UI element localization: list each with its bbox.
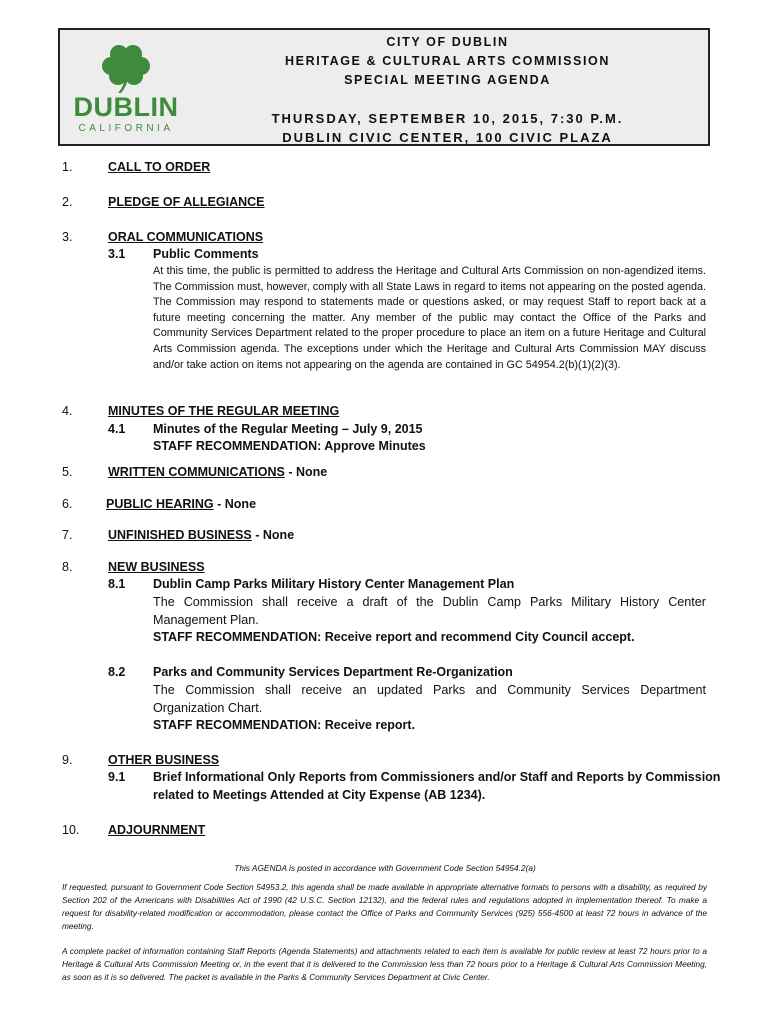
item-suffix: - None [251, 528, 295, 542]
item-new-business [108, 560, 205, 574]
subitem-text: The Commission shall receive an updated Parks and Community Services Department Organization Chart. [153, 683, 706, 715]
item-title: PUBLIC HEARING [106, 497, 214, 511]
item-written-communications [108, 465, 327, 479]
subitem-title: Public Comments [153, 247, 259, 261]
subitem-title-cont: related to Meetings Attended at City Expense (AB 1234). [153, 788, 486, 802]
item-title: NEW BUSINESS [108, 560, 205, 574]
subitem-number: 8.1 [108, 577, 126, 591]
subitem-title: Minutes of the Regular Meeting – July 9, 2015 [153, 422, 423, 436]
item-minutes [108, 404, 339, 418]
subitem-title: Brief Informational Only Reports from Commissioners and/or Staff and Reports by Commission [153, 770, 721, 784]
subitem-number: 8.2 [108, 665, 126, 679]
item-number: 2. [62, 195, 73, 209]
item-title: UNFINISHED BUSINESS [108, 528, 252, 542]
item-oral-communications [108, 230, 263, 244]
posted-notice: This AGENDA is posted in accordance with Government Code Section 54954.2(a) [234, 863, 536, 873]
item-adjournment [108, 823, 205, 837]
subitem-title: Parks and Community Services Department Re-Organization [153, 665, 513, 679]
packet-notice: A complete packet of information containing Staff Reports (Agenda Statements) and attachments related to each item is available for public review at least 72 hours prior to a Heritage & Cultural Arts Commission Meeting or, in the event that it is delivered to the Commission less than 72 hours prior to a Heritage & Cultural Arts Commission Meeting, as soon as it is so delivered. The packet is available in the Parks & Community Services Department at Civic Center. [62, 946, 707, 982]
dublin-logo [70, 42, 182, 142]
logo-wordmark: DUBLIN [73, 92, 179, 122]
item-number: 10. [62, 823, 80, 837]
subitem-title: Dublin Camp Parks Military History Center Management Plan [153, 577, 515, 591]
item-title: ADJOURNMENT [108, 823, 206, 837]
subitem-text: The Commission shall receive a draft of the Dublin Camp Parks Military History Center Management Plan. [153, 595, 706, 627]
subitem-number: 9.1 [108, 770, 126, 784]
item-suffix: - None [213, 497, 257, 511]
city-title: CITY OF DUBLIN [386, 35, 509, 49]
item-title: WRITTEN COMMUNICATIONS [108, 465, 285, 479]
item-number: 4. [62, 404, 73, 418]
staff-recommendation: STAFF RECOMMENDATION: Receive report. [153, 718, 416, 732]
subitem-number: 3.1 [108, 247, 126, 261]
agenda-header [58, 28, 710, 146]
item-public-hearing [106, 497, 256, 511]
item-title: OTHER BUSINESS [108, 753, 220, 767]
ada-notice: If requested, pursuant to Government Code Section 54953.2, this agenda shall be made available in appropriate alternative formats to persons with a disability, as required by Section 202 of the Americans with Disabilities Act of 1990 (42 U.S.C. Section 12132), and the federal rules and regulations adopted in implementation thereof. To make a request for disability-related modification or accommodation, please contact the Office of Parks and Community Services (925) 556-4500 at least 72 hours in advance of the meeting. [62, 882, 707, 931]
item-number: 7. [62, 528, 73, 542]
item-number: 5. [62, 465, 73, 479]
meeting-location: DUBLIN CIVIC CENTER, 100 CIVIC PLAZA [282, 130, 613, 145]
meeting-type: SPECIAL MEETING AGENDA [344, 73, 551, 87]
item-pledge [108, 195, 265, 209]
item-call-to-order [108, 160, 210, 174]
item-unfinished-business [108, 528, 294, 542]
item-title: ORAL COMMUNICATIONS [108, 230, 264, 244]
item-title: CALL TO ORDER [108, 160, 211, 174]
item-number: 6. [62, 497, 73, 511]
item-number: 8. [62, 560, 73, 574]
staff-recommendation: STAFF RECOMMENDATION: Approve Minutes [153, 439, 426, 453]
item-title: PLEDGE OF ALLEGIANCE [108, 195, 265, 209]
item-number: 1. [62, 160, 73, 174]
staff-recommendation: STAFF RECOMMENDATION: Receive report and recommend City Council accept. [153, 630, 635, 644]
item-number: 9. [62, 753, 73, 767]
meeting-date: THURSDAY, SEPTEMBER 10, 2015, 7:30 P.M. [271, 111, 624, 126]
subitem-number: 4.1 [108, 422, 126, 436]
public-comments-text: At this time, the public is permitted to address the Heritage and Cultural Arts Commission on non-agendized items. The Commission must, however, comply with all State Laws in regard to items not appearing on the posted agenda. The Commission may respond to statements made or questions asked, or may request Staff to report back at a future meeting concerning the matter. Any member of the public may contact the Office of the Parks and Community Services Department related to the proper procedure to place an item on a future Heritage and Cultural Arts Commission agenda. The exceptions under which the Heritage and Cultural Arts Commission MAY discuss and/or take action on items not appearing on the agenda are contained in GC 54954.2(b)(1)(2)(3). [153, 265, 706, 371]
shamrock-icon [98, 42, 154, 94]
item-suffix: - None [284, 465, 328, 479]
item-number: 3. [62, 230, 73, 244]
commission-title: HERITAGE & CULTURAL ARTS COMMISSION [285, 54, 610, 68]
item-other-business [108, 753, 219, 767]
logo-subtitle: CALIFORNIA [78, 123, 174, 134]
item-title: MINUTES OF THE REGULAR MEETING [108, 404, 340, 418]
